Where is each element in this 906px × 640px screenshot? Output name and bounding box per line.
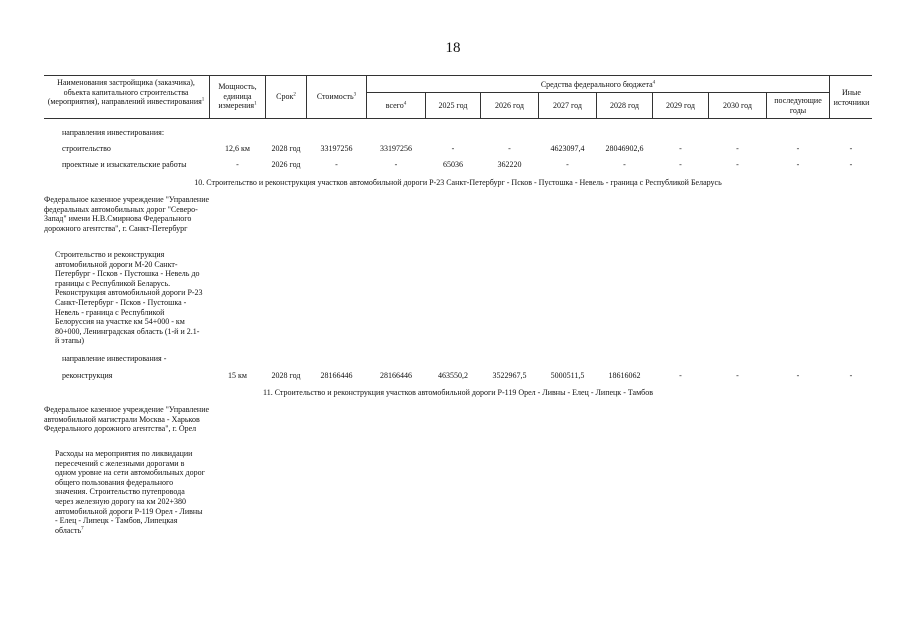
col-border [829, 75, 830, 118]
header-top-line [44, 75, 872, 76]
table-cell: 362220 [497, 160, 522, 169]
table-cell: - [796, 144, 800, 153]
table-cell: 28166446 [380, 371, 412, 380]
header-cost-column: Стоимость$^3$ [316, 92, 357, 101]
table-cell: - [508, 144, 511, 153]
table-cell: 2026 год [271, 160, 301, 169]
table-cell: 33197256 [380, 144, 412, 153]
row-label: строительство [62, 144, 111, 153]
table-cell: - [623, 160, 626, 169]
table-cell: 2028 год [271, 371, 301, 380]
table-cell: - [736, 160, 739, 169]
table-cell: 33197256 [320, 144, 353, 153]
table-cell: 4623097,4 [550, 144, 585, 153]
table-cell: - [679, 144, 682, 153]
header-year-2028: 2028 год [610, 101, 639, 110]
section-title: 11. Строительство и реконструкция участков автомобильной дороги Р-119 Орел - Ливны - Елец - Липецк - Тамбов [262, 388, 654, 397]
header-year-later: последующие годы [774, 96, 822, 115]
table-cell: - [796, 371, 800, 380]
header-year-total: всего$^4$ [385, 101, 407, 110]
table-cell: 65036 [443, 160, 463, 169]
header-capacity-column: Мощность, единица измерения$^1$ [218, 82, 257, 111]
header-mid-line [366, 92, 829, 93]
row-label: направления инвестирования: [62, 128, 165, 137]
header-year-2029: 2029 год [666, 101, 695, 110]
object-name: Расходы на мероприятия по ликвидации пересечений с железными дорогами в одном уровне на сети автомобильных дорог общего пользования федерального значения. Строительство путепровода через железную дорогу на км 202+380 автомобильной дороги Р-119 Орел - Ливны - Елец - Липецк - Тамбов, Липецкая область$^7$ [55, 449, 205, 535]
table-cell: - [335, 160, 338, 169]
table-cell: 12,6 км [225, 144, 250, 153]
table-cell: - [736, 144, 739, 153]
table-cell: 5000511,5 [550, 371, 585, 380]
table-cell: - [849, 371, 853, 380]
table-cell: - [394, 160, 398, 169]
object-name: Строительство и реконструкция автомобильной дороги М-20 Санкт-Петербург - Псков - Пустошка - Невель до границы с Республикой Беларусь. Реконструкция автомобильной дороги Р-23 Санкт-Петербург - Псков - Пустошка - Невель - граница с Республикой Белоруссия на участке км 54+000 - км 80+000, Ленинградская область (1-й и 2.1-й этапы) [55, 250, 203, 346]
header-bottom-line [44, 118, 872, 119]
row-label: проектные и изыскательские работы [62, 160, 187, 169]
header-year-2025: 2025 год [438, 101, 468, 110]
header-other-sources: Иные источники [833, 88, 870, 107]
table-cell: - [849, 144, 853, 153]
table-cell: - [736, 371, 739, 380]
header-term-column: Срок$^2$ [276, 92, 296, 101]
header-federal-budget: Средства федерального бюджета$^4$ [540, 80, 656, 89]
table-cell: 2028 год [271, 144, 301, 153]
header-name-column: Наименования застройщика (заказчика), объекта капитального строительства (мероприятия), направлений инвестирования$^1$ [47, 78, 205, 107]
table-cell: 3522967,5 [492, 371, 527, 380]
row-label: реконструкция [62, 371, 113, 380]
customer-name: Федеральное казенное учреждение "Управление федеральных автомобильных дорог "Северо-Запад" имени Н.В.Смирнова Федерального дорожного агентства", г. Санкт-Петербург [44, 195, 210, 233]
table-cell: - [566, 160, 569, 169]
table-cell: 18616062 [608, 371, 641, 380]
section-title: 10. Строительство и реконструкция участков автомобильной дороги Р-23 Санкт-Петербург - Псков - Пустошка - Невель - граница с Республикой Беларусь [194, 178, 722, 187]
table-cell: 15 км [228, 371, 247, 380]
table-cell: - [849, 160, 853, 169]
table-cell: 463550,2 [438, 371, 468, 380]
customer-name: Федеральное казенное учреждение "Управление автомобильной магистрали Москва - Харьков Федерального дорожного агентства", г. Орел [44, 405, 210, 434]
table-cell: - [679, 371, 682, 380]
table-cell: - [236, 160, 239, 169]
header-year-2030: 2030 год [723, 101, 752, 110]
table-cell: - [679, 160, 682, 169]
table-cell: - [796, 160, 800, 169]
header-year-2026: 2026 год [495, 101, 524, 110]
row-label: направление инвестирования - [62, 354, 167, 363]
table-cell: 28046902,6 [605, 144, 644, 153]
table-cell: - [451, 144, 455, 153]
header-year-2027: 2027 год [553, 101, 582, 110]
table-cell: 28166446 [320, 371, 353, 380]
page-number: 18 [445, 40, 461, 56]
